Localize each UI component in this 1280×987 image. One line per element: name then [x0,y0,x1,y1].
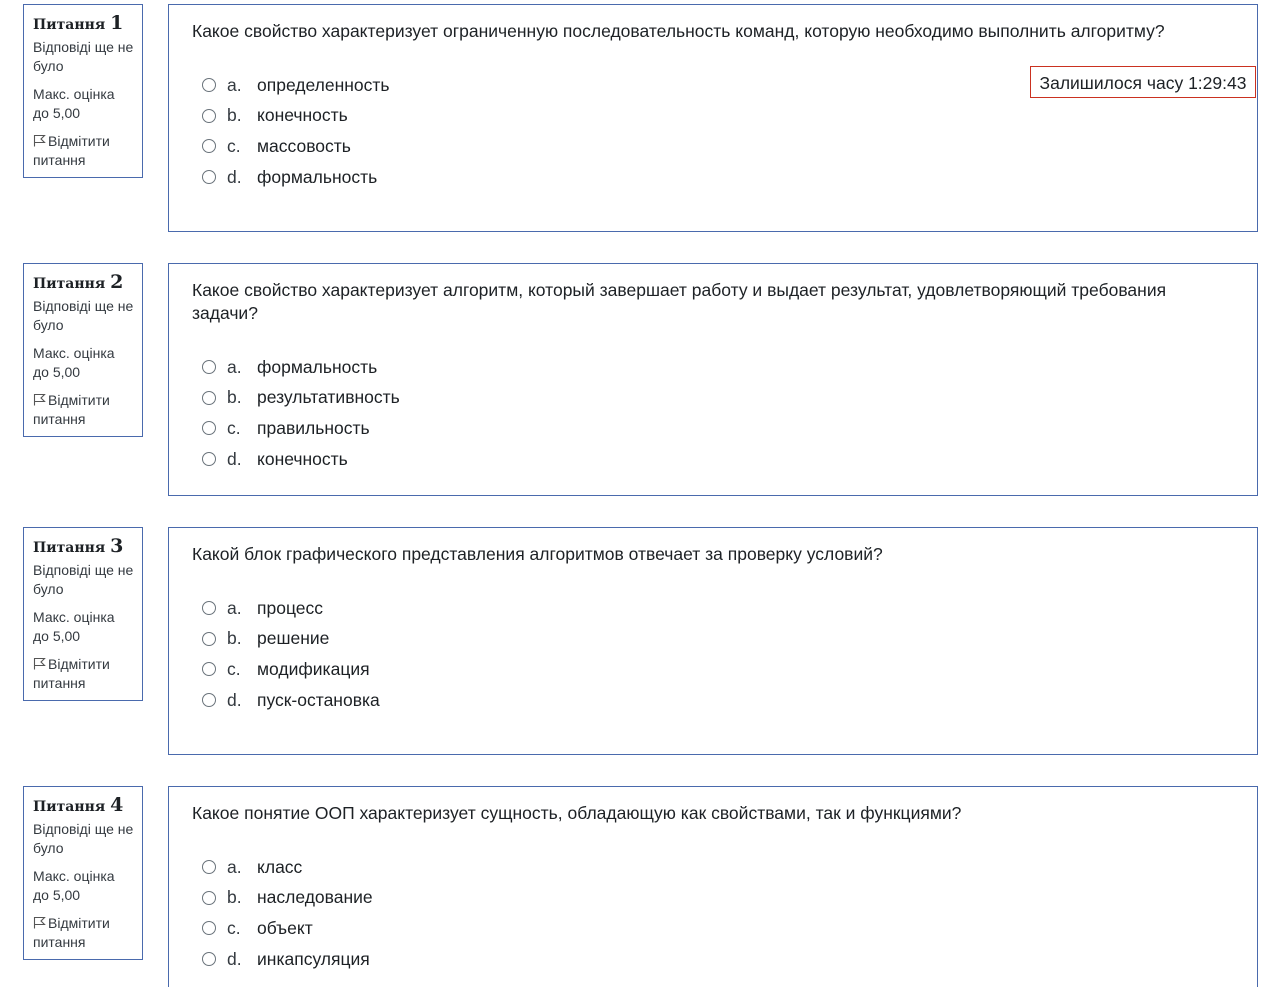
radio-button[interactable] [202,662,216,676]
answer-option[interactable]: c. массовость [202,131,390,162]
question-info [23,527,143,701]
question-content [168,527,1258,755]
question-text: Какое свойство характеризует ограниченную последовательность команд, которую необходимо выполнить алгоритму? [192,21,1165,41]
question-text: Какое понятие ООП характеризует сущность, обладающую как свойствами, так и функциями? [192,803,962,823]
answer-option[interactable]: a. определенность [202,70,390,101]
flag-question-button[interactable]: Відмітити питання [33,133,110,168]
answer-option[interactable]: b. результативность [202,383,400,414]
answer-option[interactable]: c. правильность [202,413,400,444]
flag-question-button[interactable]: Відмітити питання [33,656,110,691]
answer-option[interactable]: a. формальность [202,352,400,383]
radio-button[interactable] [202,891,216,905]
question-max-grade: Макс. оцінка до 5,00 [33,86,115,121]
question-status: Відповіді ще не було [33,821,134,856]
question-status: Відповіді ще не було [33,39,134,74]
answer-option[interactable]: d. конечность [202,444,400,475]
answer-option[interactable]: b. наследование [202,883,373,914]
radio-button[interactable] [202,452,216,466]
radio-button[interactable] [202,921,216,935]
question-number: Питання 1 [33,12,124,34]
question-info [23,786,143,960]
question-content [168,263,1258,496]
radio-button[interactable] [202,78,216,92]
radio-button[interactable] [202,952,216,966]
question-max-grade: Макс. оцінка до 5,00 [33,609,115,644]
answer-option[interactable]: b. решение [202,624,380,655]
question-info [23,4,143,178]
answer-option[interactable]: c. объект [202,913,373,944]
question-content [168,786,1258,987]
radio-button[interactable] [202,109,216,123]
answer-option[interactable]: a. процесс [202,593,380,624]
question-number: Питання 4 [33,794,124,816]
question-info [23,263,143,437]
answer-list [202,852,373,974]
radio-button[interactable] [202,860,216,874]
answer-option[interactable]: d. инкапсуляция [202,944,373,975]
answer-list [202,70,390,192]
question-number: Питання 3 [33,535,124,557]
radio-button[interactable] [202,421,216,435]
radio-button[interactable] [202,601,216,615]
timer-value: 1:29:43 [1188,73,1247,93]
radio-button[interactable] [202,693,216,707]
answer-option[interactable]: a. класс [202,852,373,883]
question-text: Какой блок графического представления алгоритмов отвечает за проверку условий? [192,544,883,564]
flag-icon [33,657,46,670]
flag-icon [33,393,46,406]
quiz-timer [1030,66,1256,98]
question-status: Відповіді ще не було [33,562,134,597]
question-max-grade: Макс. оцінка до 5,00 [33,345,115,380]
answer-option[interactable]: d. формальность [202,162,390,193]
question-content [168,4,1258,232]
question-status: Відповіді ще не було [33,298,134,333]
flag-icon [33,916,46,929]
question-max-grade: Макс. оцінка до 5,00 [33,868,115,903]
answer-option[interactable]: b. конечность [202,101,390,132]
question-number: Питання 2 [33,271,124,293]
radio-button[interactable] [202,391,216,405]
flag-icon [33,134,46,147]
question-text: Какое свойство характеризует алгоритм, который завершает работу и выдает результат, удовлетворяющий требования задачи? [192,280,1167,323]
timer-label: Залишилося часу [1039,73,1184,93]
answer-option[interactable]: d. пуск-остановка [202,685,380,716]
radio-button[interactable] [202,632,216,646]
radio-button[interactable] [202,170,216,184]
answer-list [202,593,380,715]
flag-question-button[interactable]: Відмітити питання [33,915,110,950]
flag-question-button[interactable]: Відмітити питання [33,392,110,427]
answer-option[interactable]: c. модификация [202,654,380,685]
radio-button[interactable] [202,139,216,153]
answer-list [202,352,400,474]
radio-button[interactable] [202,360,216,374]
